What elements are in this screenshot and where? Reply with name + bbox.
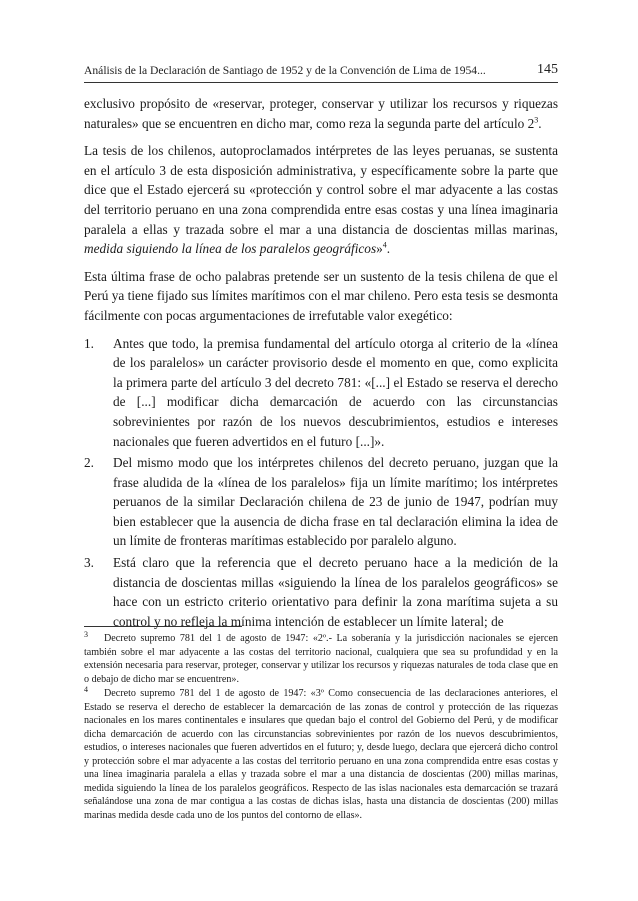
list-item (84, 553, 558, 631)
running-header-title: Análisis de la Declaración de Santiago de 1952 y de la Convención de Lima de 1954... (84, 64, 486, 77)
list-item-text: Está claro que la referencia que el decreto peruano hace a la medición de la distancia de doscientas millas «siguiendo la línea de los paralelos geográficos» se hace con un estricto criterio orientativo para definir la zona marítima sujeta a su control y no refleja la mínima intención de establecer un límite lateral; de (113, 555, 558, 629)
footnote-4: 4 Decreto supremo 781 del 1 de agosto de 1947: «3º Como consecuencia de las declaraciones anteriores, el Estado se reserva el derecho de establecer la demarcación de las zonas de control y protección de las riquezas nacionales en los mares continentales e insulares que quedan bajo el control del Gobierno del Perú, y de modificar dicha demarcación de acuerdo con las circunstancias sobrevinientes por razón de los nuevos descubrimientos, estudios, o intereses nacionales que fueren advertidos en el futuro; y, desde luego, declara que ejercerá dicho control y protección sobre el mar adyacente a las costas del territorio peruano en una zona comprendida entre esas costas y una línea imaginaria paralela a ellas y trazada sobre el mar a una distancia de doscientas (200) millas marinas, medida siguiendo la línea de los paralelos geográficos. Respecto de las islas nacionales esta demarcación se trazará señalándose una zona de mar contigua a las costas de dichas islas, hasta una distancia de doscientas (200) millas marinas medida desde cada uno de los puntos del contorno de ellas». (84, 684, 558, 821)
body-text (84, 94, 558, 633)
footnote-ref-4[interactable]: 4 (382, 240, 387, 250)
paragraph-3: Esta última frase de ocho palabras pretende ser un sustento de la tesis chilena de que el Perú ya tiene fijado sus límites marítimos con el mar chileno. Pero esta tesis se desmonta fácilmente con pocas argumentaciones de irrefutable valor exegético: (84, 268, 558, 323)
paragraph-2-text: La tesis de los chilenos, autoproclamados intérpretes de las leyes peruanas, se sustenta en el artículo 3 de esta disposición administrativa, y específicamente sobre la parte que dice que el Estado ejercerá su «protección y control sobre el mar adyacente a las costas del territorio peruano en una zona comprendida entre esas costas y una línea imaginaria paralela a ellas y trazada sobre el mar a una distancia de doscientas millas marinas, (84, 143, 558, 237)
paragraph-2-closing-quote: » (376, 241, 383, 257)
page-number: 145 (537, 62, 558, 77)
paragraph-2-emphasis: medida siguiendo la línea de los paralelos geográficos (84, 241, 377, 257)
list-item (84, 453, 558, 551)
list-item-number: 2. (84, 455, 94, 471)
paragraph-2-end: . (386, 241, 391, 257)
list-item-number: 3. (84, 555, 94, 571)
footnote-3: 3 Decreto supremo 781 del 1 de agosto de 1947: «2º.- La soberanía y la jurisdicción nacionales se ejercen también sobre el mar adyacente a las costas del territorio nacional, cualquiera que sea su profundidad y en la extensión necesaria para reservar, proteger, conservar y utilizar los recursos y riquezas naturales de toda clase que en o debajo de dicho mar se encuentren». (84, 629, 558, 685)
list-item (84, 334, 558, 452)
footnote-text: Decreto supremo 781 del 1 de agosto de 1947: «2º.- La soberanía y la jurisdicción nacionales se ejercen también sobre el mar adyacente a las costas del territorio nacional, cualquiera que sea su profundidad y en la extensión necesaria para reservar, proteger, conservar y utilizar los recursos y riquezas naturales de toda clase que en o debajo de dicho mar se encuentren». (84, 633, 558, 685)
numbered-list (84, 334, 558, 632)
list-item-text: Antes que todo, la premisa fundamental del artículo otorga al criterio de la «línea de los paralelos» un carácter provisorio desde el momento en que, como explicita la primera parte del artículo 3 del decreto 781: «[...] el Estado se reserva el derecho de [...] modificar dicha demarcación de acuerdo con las circunstancias sobrevinientes por razón de los nuevos descubrimientos, estudios e intereses nacionales que fueren advertidos en el futuro [...]». (113, 335, 558, 449)
list-item-number: 1. (84, 335, 94, 351)
footnotes (84, 629, 558, 823)
paragraph-1-text: exclusivo propósito de «reservar, proteger, conservar y utilizar los recursos y riquezas naturales» que se encuentren en dicho mar, como reza la segunda parte del artículo 2 (84, 96, 558, 131)
header-rule (84, 82, 558, 83)
footnote-text: Decreto supremo 781 del 1 de agosto de 1947: «3º Como consecuencia de las declaraciones anteriores, el Estado se reserva el derecho de establecer la demarcación de las zonas de control y protección de las riquezas nacionales en los mares continentales e insulares que quedan bajo el control del Gobierno del Perú, y de modificar dicha demarcación de acuerdo con las circunstancias sobrevinientes por razón de los nuevos descubrimientos, estudios, o intereses nacionales que fueren advertidos en el futuro; y, desde luego, declara que ejercerá dicho control y protección sobre el mar adyacente a las costas del territorio peruano en una zona comprendida entre esas costas y una línea imaginaria paralela a ellas y trazada sobre el mar a una distancia de doscientas (200) millas marinas, medida siguiendo la línea de los paralelos geográficos. Respecto de las islas nacionales esta demarcación se trazará señalándose una zona de mar contigua a las costas de dichas islas, hasta una distancia de doscientas (200) millas marinas medida desde cada uno de los puntos del contorno de ellas». (84, 688, 558, 821)
footnote-separator (84, 626, 242, 627)
paragraph-1-end: . (538, 115, 542, 131)
paragraph-2 (84, 141, 558, 259)
paragraph-1 (84, 94, 558, 133)
footnote-ref-3[interactable]: 3 (534, 115, 539, 125)
list-item-text: Del mismo modo que los intérpretes chilenos del decreto peruano, juzgan que la frase aludida de la «línea de los paralelos» fija un límite marítimo; los intérpretes peruanos de la similar Declaración chilena de 23 de junio de 1947, podrían muy bien establecer que la ausencia de dicha frase en tal declaración elimina la idea de un límite de fronteras marítimas establecido por paralelo alguno. (113, 455, 558, 549)
